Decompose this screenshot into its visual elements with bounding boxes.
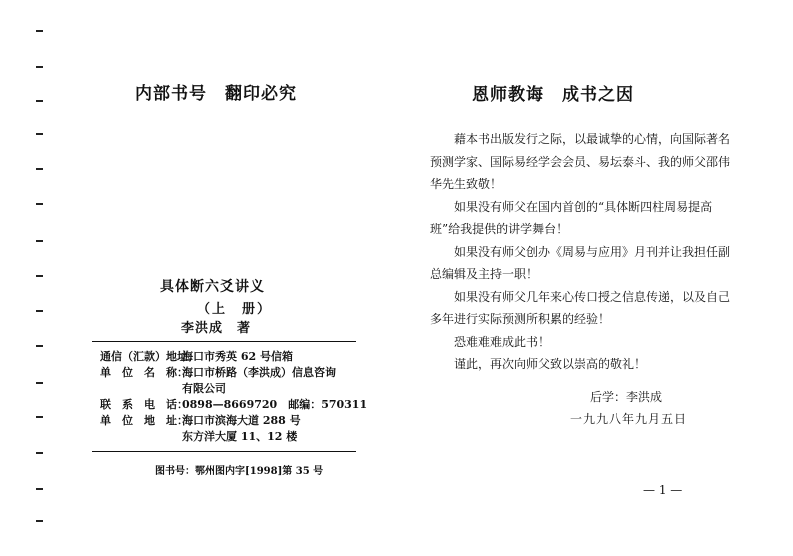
info-row [100, 381, 360, 397]
paragraph: 恐难难难成此书！ [454, 334, 551, 349]
info-label [100, 429, 182, 445]
top-rule [92, 341, 356, 342]
info-label: 通信（汇款）地址： [100, 350, 199, 363]
info-label: 单 位 名 称： [100, 366, 188, 379]
binding-mark [36, 203, 43, 205]
binding-mark [36, 488, 43, 490]
date-line: 一九九八年九月五日 [570, 412, 688, 426]
binding-mark [36, 66, 43, 68]
author-line: 李洪成 著 [181, 321, 252, 336]
binding-mark [36, 275, 43, 277]
right-page [400, 0, 793, 556]
binding-mark [36, 416, 43, 418]
bottom-rule [92, 451, 356, 452]
page-number: — 1 — [643, 483, 683, 497]
info-value: 有限公司 [182, 382, 226, 395]
binding-mark [36, 310, 43, 312]
info-row [100, 365, 360, 381]
info-row [100, 349, 360, 365]
binding-mark [36, 100, 43, 102]
book-title: 具体断六爻讲义 [160, 279, 265, 295]
paragraph: 如果没有师父在国内首创的“具体断四柱周易提高班”给我提供的讲学舞台！ [430, 199, 713, 236]
binding-mark [36, 133, 43, 135]
signature: 后学：李洪成 [590, 390, 663, 404]
volume-label: （上 册） [197, 302, 273, 317]
binding-mark [36, 30, 43, 32]
publication-number: 图书号：鄂州图内字[1998]第 35 号 [155, 466, 324, 477]
binding-mark [36, 520, 43, 522]
binding-mark [36, 452, 43, 454]
paragraph: 如果没有师父创办《周易与应用》月刊并让我担任副总编辑及主持一职！ [430, 244, 731, 281]
contact-info-block [100, 349, 368, 445]
info-label: 单 位 地 址： [100, 414, 188, 427]
binding-mark [36, 168, 43, 170]
paragraph: 如果没有师父几年来心传口授之信息传递，以及自己多年进行实际预测所积累的经验！ [430, 289, 731, 326]
info-label: 联 系 电 话： [100, 398, 188, 411]
info-value: 海口市桥路（李洪成）信息咨询 [182, 366, 336, 379]
copyright-heading: 内部书号 翻印必究 [135, 84, 297, 104]
paragraph: 谨此，再次向师父致以崇高的敬礼！ [454, 357, 647, 371]
preface-body [430, 128, 730, 376]
info-value: 东方洋大厦 11、12 楼 [182, 430, 298, 443]
preface-heading: 恩师教诲 成书之因 [472, 85, 634, 105]
info-label [100, 381, 182, 397]
info-value: 海口市滨海大道 288 号 [182, 414, 301, 427]
info-value: 海口市秀英 62 号信箱 [182, 350, 293, 363]
binding-mark [36, 345, 43, 347]
binding-mark [36, 382, 43, 384]
info-row [100, 429, 360, 445]
binding-mark [36, 240, 43, 242]
binding-marks [36, 0, 48, 556]
paragraph: 藉本书出版发行之际，以最诚挚的心情，向国际著名预测学家、国际易经学会会员、易坛泰斗、我的师父邵伟华先生致敬！ [430, 132, 731, 191]
info-row [100, 397, 368, 413]
info-row [100, 413, 360, 429]
info-value: 0898—8669720 邮编：570311 [182, 398, 368, 411]
